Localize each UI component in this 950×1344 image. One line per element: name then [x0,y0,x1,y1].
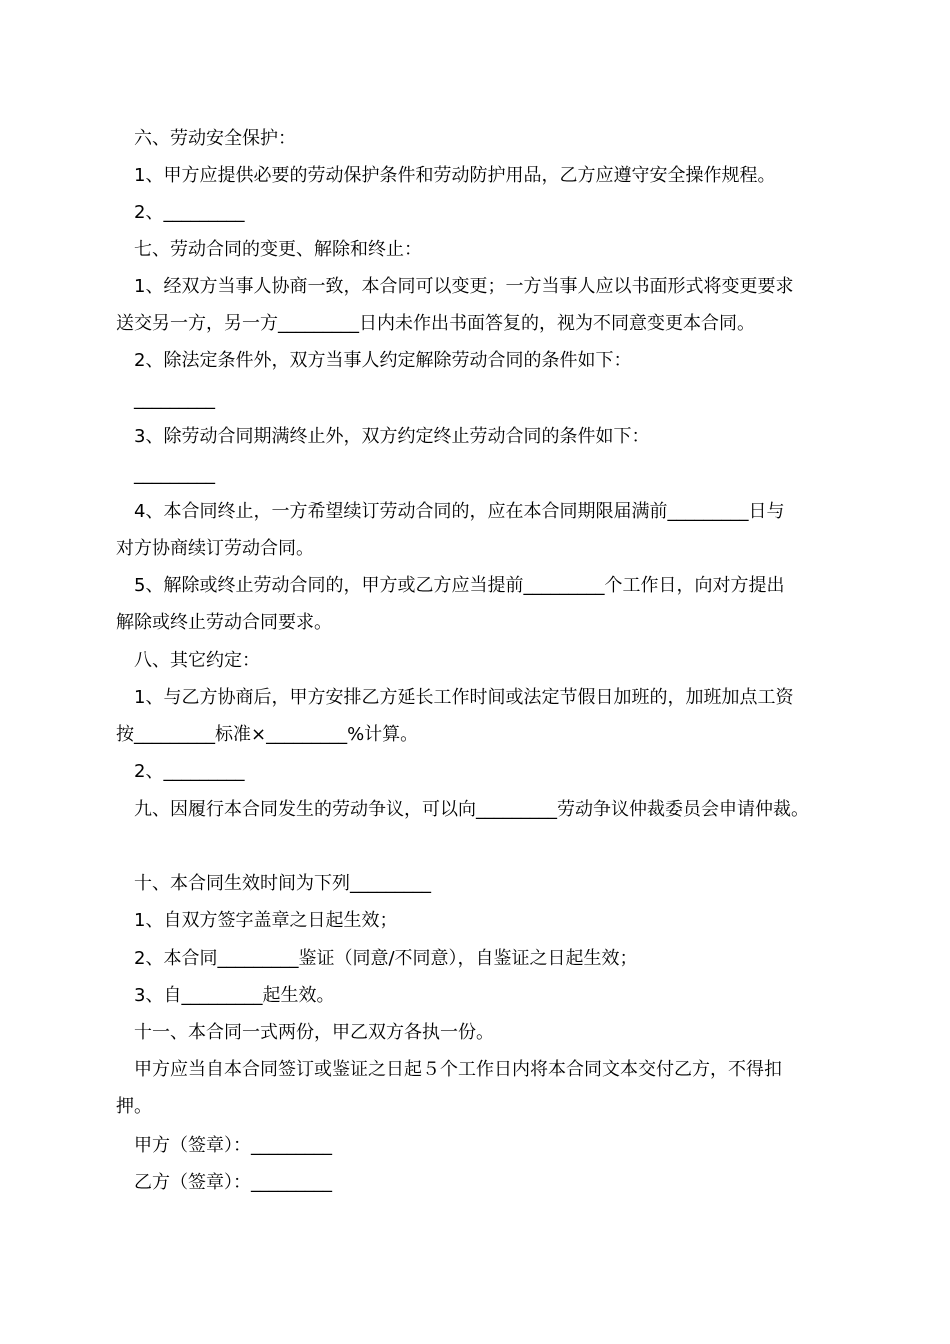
paragraph-line: 2、除法定条件外，双方当事人约定解除劳动合同的条件如下： [134,350,632,371]
section-heading-effective-date: 十、本合同生效时间为下列_________ [134,873,431,894]
paragraph-line: 甲方应当自本合同签订或鉴证之日起５个工作日内将本合同文本交付乙方，不得扣 [134,1059,782,1080]
paragraph-line: 2、本合同_________鉴证（同意/不同意），自鉴证之日起生效； [134,948,638,969]
paragraph-line: 按_________标准×_________%计算。 [116,724,419,745]
section-heading-labor-safety: 六、劳动安全保护： [134,128,296,149]
paragraph-line: 1、甲方应提供必要的劳动保护条件和劳动防护用品，乙方应遵守安全操作规程。 [134,165,776,186]
paragraph-line: 押。 [116,1096,152,1117]
blank-line: _________ [134,464,215,485]
paragraph-line: 4、本合同终止，一方希望续订劳动合同的，应在本合同期限届满前_________日与 [134,501,785,522]
paragraph-line: 1、自双方签字盖章之日起生效； [134,910,398,931]
signature-line-party-b: 乙方（签章）：_________ [134,1172,332,1193]
paragraph-line: 解除或终止劳动合同要求。 [116,612,332,633]
paragraph-line: 1、与乙方协商后，甲方安排乙方延长工作时间或法定节假日加班的，加班加点工资 [134,687,794,708]
section-heading-contract-changes: 七、劳动合同的变更、解除和终止： [134,239,422,260]
paragraph-line: 2、_________ [134,202,245,223]
paragraph-line: 对方协商续订劳动合同。 [116,538,314,559]
section-heading-copies: 十一、本合同一式两份，甲乙双方各执一份。 [134,1022,494,1043]
blank-line: _________ [134,389,215,410]
section-heading-disputes: 九、因履行本合同发生的劳动争议，可以向_________劳动争议仲裁委员会申请仲裁。 [134,799,809,820]
paragraph-line: 送交另一方，另一方_________日内未作出书面答复的，视为不同意变更本合同。 [116,313,755,334]
section-heading-other-terms: 八、其它约定： [134,650,260,671]
paragraph-line: 2、_________ [134,761,245,782]
paragraph-line: 1、经双方当事人协商一致，本合同可以变更；一方当事人应以书面形式将变更要求 [134,276,794,297]
paragraph-line: 5、解除或终止劳动合同的，甲方或乙方应当提前_________个工作日，向对方提出 [134,575,785,596]
paragraph-line: 3、自_________起生效。 [134,985,335,1006]
signature-line-party-a: 甲方（签章）：_________ [134,1135,332,1156]
paragraph-line: 3、除劳动合同期满终止外，双方约定终止劳动合同的条件如下： [134,426,650,447]
